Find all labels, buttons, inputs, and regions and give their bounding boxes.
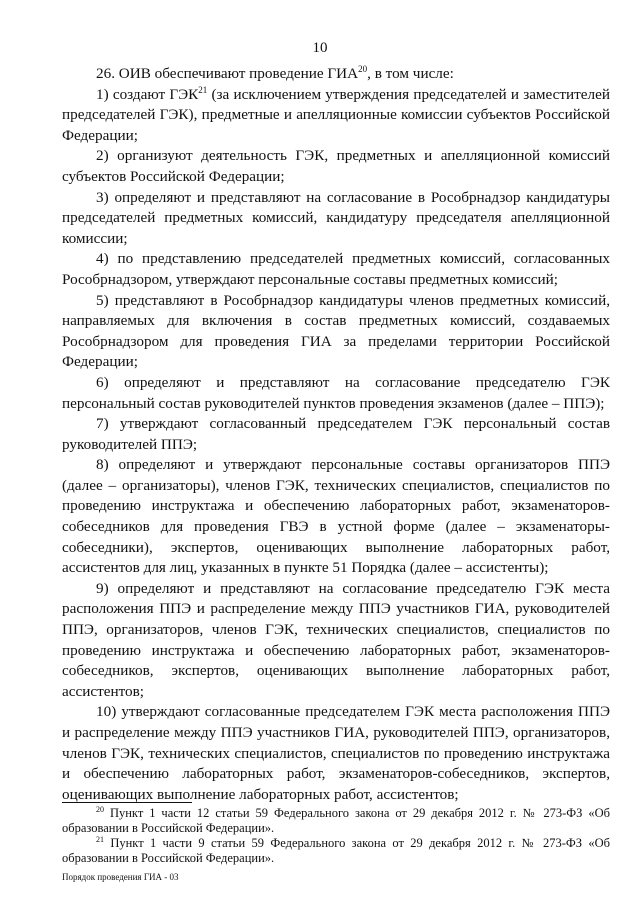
document-body [62,64,610,805]
footnote-text: Пункт 1 части 9 статьи 59 Федерального закона от 29 декабря 2012 г. № 273-ФЗ «Об образовании в Российской Федерации». [62,836,610,865]
footnote-20 [62,806,610,836]
footnote-divider [62,802,192,803]
list-item-6: 6) определяют и представляют на согласование председателю ГЭК персональный состав руководителей пунктов проведения экзаменов (далее – ППЭ); [62,373,610,412]
footnote-ref-20[interactable]: 20 [358,64,368,74]
list-item-3: 3) определяют и представляют на согласование в Рособрнадзор кандидатуры председателей предметных комиссий, кандидатуру председателя апелляционной комиссии; [62,188,610,247]
list-item-1 [62,85,610,147]
footnote-ref-21[interactable]: 21 [198,84,208,95]
page-footer: Порядок проведения ГИА - 03 [62,872,179,882]
list-item-8: 8) определяют и утверждают персональные составы организаторов ППЭ (далее – организаторы), членов ГЭК, технических специалистов, специалистов по проведению инструктажа и обеспечению лабораторных работ, экзаменаторов-собеседников для проведения ГВЭ в устной форме (далее – экзаменаторы-собеседники), экспертов, оценивающих выполнение лабораторных работ, ассистентов для лиц, указанных в пункте 51 Порядка (далее – ассистенты); [62,456,610,577]
intro-paragraph [62,64,610,85]
list-item-10: 10) утверждают согласованные председателем ГЭК места расположения ППЭ и распределение между ППЭ участников ГИА, руководителей ППЭ, организаторов, членов ГЭК, технических специалистов, специалистов по проведению инструктажа и обеспечению лабораторных работ, экзаменаторов-собеседников, экспертов, оценивающих выполнение лабораторных работ, ассистентов; [62,703,610,803]
footnote-marker: 20 [96,805,104,814]
list-item-2: 2) организуют деятельность ГЭК, предметных и апелляционной комиссий субъектов Российской Федерации; [62,147,610,185]
intro-tail: , в том числе: [367,65,454,82]
footnote-text: Пункт 1 части 12 статьи 59 Федерального закона от 29 декабря 2012 г. № 273-ФЗ «Об образовании в Российской Федерации». [62,806,610,835]
item-prefix: 1) создают ГЭК [96,85,199,103]
footnotes [62,806,610,866]
item-text: (за исключением утверждения председателей и заместителей председателей ГЭК), предметные и апелляционные комиссии субъектов Российской Федерации; [62,85,610,144]
list-item-4: 4) по представлению председателей предметных комиссий, согласованных Рособрнадзором, утверждают персональные составы предметных комиссий; [62,250,610,288]
footnote-21 [62,836,610,866]
list-item-5: 5) представляют в Рособрнадзор кандидатуры членов предметных комиссий, направляемых для включения в состав предметных комиссий, создаваемых Рособрнадзором для проведения ГИА за пределами территории Российской Федерации; [62,291,610,371]
list-item-7: 7) утверждают согласованный председателем ГЭК персональный состав руководителей ППЭ; [62,415,610,453]
list-item-9: 9) определяют и представляют на согласование председателю ГЭК места расположения ППЭ и распределение между ППЭ участников ГИА, руководителей ППЭ, организаторов, членов ГЭК, технических специалистов, специалистов по проведению инструктажа и обеспечению лабораторных работ, экзаменаторов-собеседников, экспертов, оценивающих выполнение лабораторных работ, ассистентов; [62,579,610,700]
footnote-marker: 21 [96,835,104,844]
page-number: 10 [312,40,328,56]
intro-text: 26. ОИВ обеспечивают проведение ГИА [96,65,359,82]
